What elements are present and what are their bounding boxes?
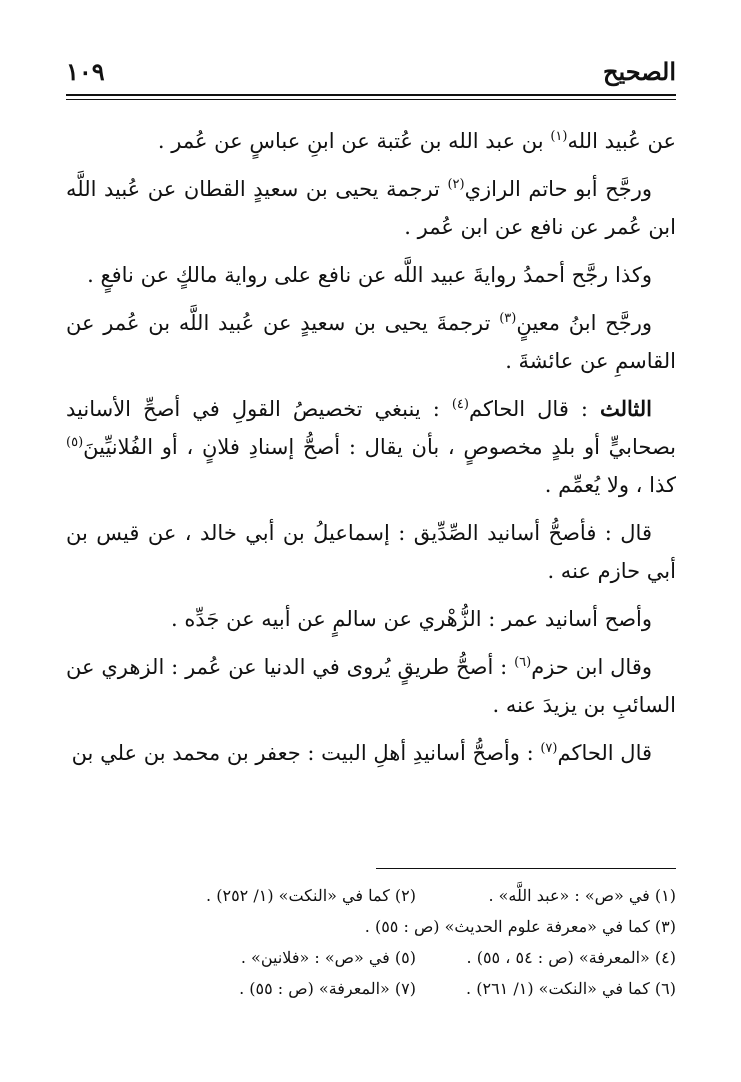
footnote-2: (٢) كما في «النكت» (١/ ٢٥٢) . [206,886,416,905]
text-run: كذا ، ولا يُعمِّم . [544,473,676,497]
footnote-ref-6[interactable]: (٦) [514,655,532,670]
section-lead: الثالث [599,396,652,421]
footnote-ref-4[interactable]: (٤) [451,397,469,412]
footnote-5: (٥) في «ص» : «فلانين» . [240,948,416,967]
header-rule [66,94,676,96]
text-run: : وأصحُّ أسانيدِ أهلِ البيت : جعفر بن محمد بن علي بن [71,741,541,765]
main-text [66,122,676,782]
footnote-separator [376,868,676,869]
footnote-ref-3[interactable]: (٣) [499,311,517,326]
text-run: وقال ابن حزم [531,655,653,679]
footnote-ref-7[interactable]: (٧) [540,741,558,756]
footnote-1: (١) في «ص» : «عبد اللَّه» . [488,886,676,905]
text-run: : ينبغي تخصيصُ القولِ في أصحِّ الأسانيد بصحابيٍّ أو بلدٍ مخصوصٍ ، بأن يقال : أصحُّ إسنادِ فلانٍ ، أو الفُلانيِّينَ [66,397,676,459]
footnotes [66,880,676,1004]
page-number: ١٠٩ [66,57,105,86]
text-run: ترجمة يحيى بن سعيدٍ القطان عن عُبيد اللَّه ابن عُمر عن نافع عن ابن عُمر . [66,177,676,239]
footnote-row [66,911,676,942]
footnote-row [66,942,676,973]
paragraph-9 [66,734,676,772]
paragraph-3 [66,256,676,294]
footnote-ref-2[interactable]: (٢) [447,177,465,192]
paragraph-7 [66,600,676,638]
footnote-7: (٧) «المعرفة» (ص : ٥٥) . [239,979,416,998]
paragraph-8 [66,648,676,724]
text-run: : قال الحاكم [468,397,600,421]
header-rule-thin [66,99,676,100]
footnote-4: (٤) «المعرفة» (ص : ٥٤ ، ٥٥) . [466,948,676,967]
text-run: بن عبد الله بن عُتبة عن ابنِ عباسٍ عن عُمر . [157,129,551,153]
text-run: وأصح أسانيد عمر : الزُّهْري عن سالمٍ عن أبيه عن جَدِّه . [171,607,652,631]
paragraph-6 [66,514,676,590]
footnote-row [66,973,676,1004]
paragraph-4 [66,304,676,380]
text-run: ترجمةَ يحيى بن سعيدٍ عن عُبيد اللَّه بن عُمر عن القاسمِ عن عائشةَ . [66,311,676,373]
footnote-ref-1[interactable]: (١) [550,129,568,144]
text-run: ورجَّح ابنُ معينٍ [516,311,652,335]
text-run: قال : فأصحُّ أسانيد الصِّدِّيق : إسماعيلُ بن أبي خالد ، عن قيس بن أبي حازم عنه . [66,521,676,583]
paragraph-5 [66,390,676,504]
running-header [66,56,676,96]
text-run: : أصحُّ طريقٍ يُروى في الدنيا عن عُمر : الزهري عن السائبِ بن يزيدَ عنه . [66,655,676,717]
chapter-title: الصحيح [602,57,676,86]
paragraph-1 [66,122,676,160]
footnote-3: (٣) كما في «معرفة علوم الحديث» (ص : ٥٥) . [364,917,676,936]
text-run: وكذا رجَّح أحمدُ روايةَ عبيد اللَّه عن نافع على رواية مالكٍ عن نافعٍ . [87,263,652,287]
text-run: عن عُبيد الله [567,129,676,153]
paragraph-2 [66,170,676,246]
text-run: ورجَّح أبو حاتم الرازي [464,177,652,201]
footnote-6: (٦) كما في «النكت» (١/ ٢٦١) . [466,979,676,998]
footnote-row [66,880,676,911]
footnote-ref-5[interactable]: (٥) [66,435,84,450]
text-run: قال الحاكم [557,741,652,765]
